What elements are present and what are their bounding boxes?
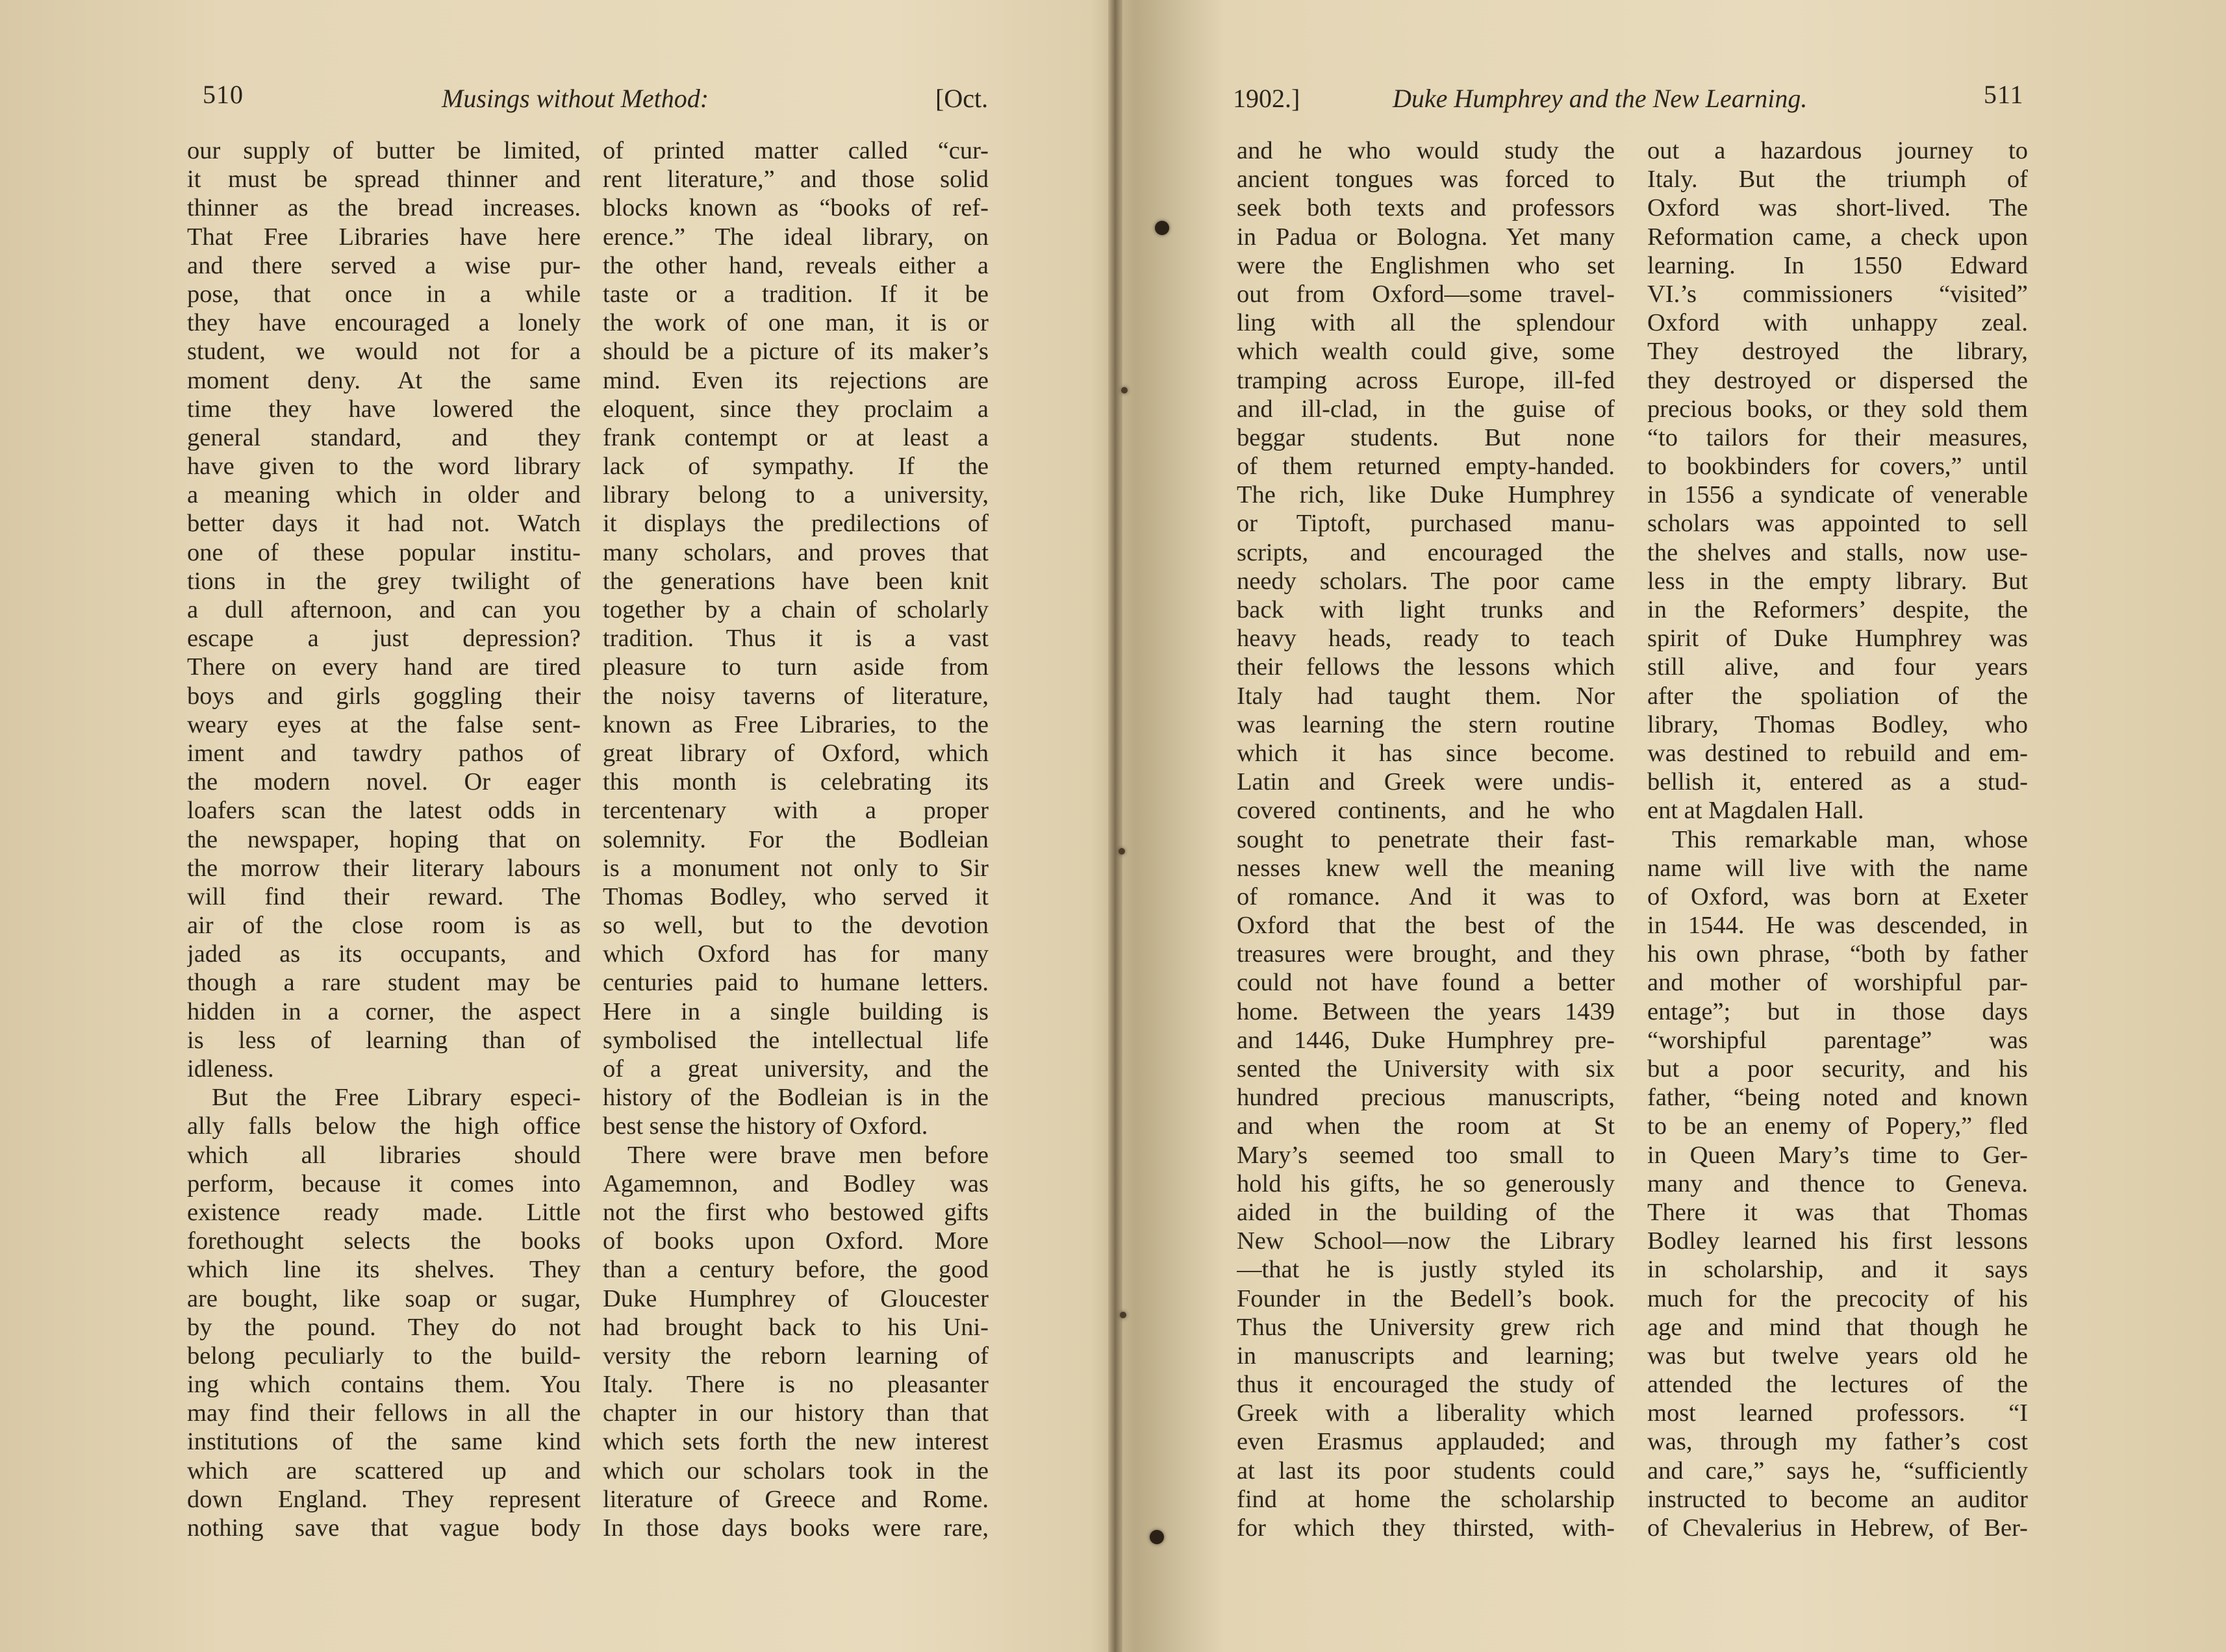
text-line: rent literature,” and those solid: [603, 166, 989, 194]
text-line: In those days books were rare,: [603, 1514, 989, 1542]
text-line: entage”; but in those days: [1647, 997, 2028, 1025]
running-head-date: [Oct.: [935, 84, 989, 113]
text-line: though a rare student may be: [187, 969, 581, 997]
text-line: This remarkable man, whose: [1672, 825, 2028, 853]
text-line: was but twelve years old he: [1647, 1342, 2028, 1370]
text-line: Greek with a liberality which: [1237, 1399, 1615, 1427]
text-line: hundred precious manuscripts,: [1237, 1084, 1615, 1112]
text-line: of romance. And it was to: [1237, 882, 1615, 910]
text-line: loafers scan the latest odds in: [187, 797, 581, 825]
text-line: heavy heads, ready to teach: [1237, 625, 1615, 653]
text-line: —that he is justly styled its: [1237, 1256, 1615, 1284]
text-line: ally falls below the high office: [187, 1112, 581, 1140]
text-line: may find their fellows in all the: [187, 1399, 581, 1427]
text-line: was destined to rebuild and em-: [1647, 739, 2028, 767]
text-line: the modern novel. Or eager: [187, 768, 581, 796]
text-line: the newspaper, hoping that on: [187, 825, 581, 853]
text-line: the morrow their literary labours: [187, 854, 581, 882]
text-line: symbolised the intellectual life: [603, 1026, 989, 1054]
text-line: tramping across Europe, ill-fed: [1237, 366, 1615, 394]
text-line: Oxford with unhappy zeal.: [1647, 309, 2028, 337]
text-line: blocks known as “books of ref-: [603, 194, 989, 222]
text-line: scripts, and encouraged the: [1237, 538, 1615, 566]
text-line: in Queen Mary’s time to Ger-: [1647, 1141, 2028, 1169]
text-line: perform, because it comes into: [187, 1170, 581, 1197]
page-number: 510: [203, 80, 244, 109]
text-line: a meaning which in older and: [187, 481, 581, 509]
text-line: best sense the history of Oxford.: [603, 1112, 928, 1140]
text-line: iment and tawdry pathos of: [187, 739, 581, 767]
text-line: beggar students. But none: [1237, 423, 1615, 451]
text-line: which it has since become.: [1237, 739, 1615, 767]
text-line: The rich, like Duke Humphrey: [1237, 481, 1615, 509]
text-line: which wealth could give, some: [1237, 338, 1615, 366]
text-line: father, “being noted and known: [1647, 1084, 2028, 1112]
text-line: Bodley learned his first lessons: [1647, 1227, 2028, 1255]
text-line: it must be spread thinner and: [187, 166, 581, 194]
text-line: scholars was appointed to sell: [1647, 510, 2028, 538]
text-line: were the Englishmen who set: [1237, 251, 1615, 279]
text-line: aided in the building of the: [1237, 1198, 1615, 1226]
text-line: Thus the University grew rich: [1237, 1313, 1615, 1341]
text-line: the shelves and stalls, now use-: [1647, 538, 2028, 566]
text-line: needy scholars. The poor came: [1237, 567, 1615, 595]
text-line: ent at Magdalen Hall.: [1647, 797, 1864, 825]
text-line: even Erasmus applauded; and: [1237, 1428, 1615, 1456]
running-head: Duke Humphrey and the New Learning.: [1393, 84, 1808, 113]
text-line: which Oxford has for many: [603, 940, 989, 968]
text-line: Founder in the Bedell’s book.: [1237, 1284, 1615, 1312]
text-line: in manuscripts and learning;: [1237, 1342, 1615, 1370]
text-line: forethought selects the books: [187, 1227, 581, 1255]
text-line: library, Thomas Bodley, who: [1647, 710, 2028, 738]
running-head-date: 1902.]: [1233, 84, 1300, 113]
text-line: covered continents, and he who: [1237, 797, 1615, 825]
text-line: down England. They represent: [187, 1485, 581, 1513]
text-line: Italy. But the triumph of: [1647, 166, 2028, 194]
text-line: in the Reformers’ despite, the: [1647, 596, 2028, 623]
text-line: library belong to a university,: [603, 481, 989, 509]
text-line: sought to penetrate their fast-: [1237, 825, 1615, 853]
text-line: frank contempt or at least a: [603, 423, 989, 451]
text-line: better days it had not. Watch: [187, 510, 581, 538]
text-line: There were brave men before: [627, 1141, 989, 1169]
text-line: jaded as its occupants, and: [187, 940, 581, 968]
text-line: hidden in a corner, the aspect: [187, 997, 581, 1025]
text-line: and care,” says he, “sufficiently: [1647, 1457, 2028, 1484]
text-line: precious books, or they sold them: [1647, 395, 2028, 423]
running-head: Musings without Method:: [442, 84, 709, 113]
text-line: together by a chain of scholarly: [603, 596, 989, 623]
binding-mark: [1120, 1312, 1126, 1318]
text-line: history of the Bodleian is in the: [603, 1084, 989, 1112]
text-line: and ill-clad, in the guise of: [1237, 395, 1615, 423]
text-line: spirit of Duke Humphrey was: [1647, 625, 2028, 653]
text-line: his own phrase, “both by father: [1647, 940, 2028, 968]
text-line: which sets forth the new interest: [603, 1428, 989, 1456]
text-line: than a century before, the good: [603, 1256, 989, 1284]
text-line: was learning the stern routine: [1237, 710, 1615, 738]
text-line: and when the room at St: [1237, 1112, 1615, 1140]
text-line: should be a picture of its maker’s: [603, 338, 989, 366]
text-line: erence.” The ideal library, on: [603, 223, 989, 251]
text-line: have given to the word library: [187, 453, 581, 481]
text-line: Italy had taught them. Nor: [1237, 682, 1615, 710]
text-line: the generations have been knit: [603, 567, 989, 595]
text-line: in 1544. He was descended, in: [1647, 912, 2028, 940]
text-line: out from Oxford—some travel-: [1237, 280, 1615, 308]
text-line: which are scattered up and: [187, 1457, 581, 1484]
text-line: eloquent, since they proclaim a: [603, 395, 989, 423]
text-line: they destroyed or dispersed the: [1647, 366, 2028, 394]
text-line: to bookbinders for covers,” until: [1647, 453, 2028, 481]
text-line: many scholars, and proves that: [603, 538, 989, 566]
text-line: sented the University with six: [1237, 1055, 1615, 1083]
text-line: “worshipful parentage” was: [1647, 1026, 2028, 1054]
text-line: treasures were brought, and they: [1237, 940, 1615, 968]
text-line: and there served a wise pur-: [187, 251, 581, 279]
text-line: of them returned empty-handed.: [1237, 453, 1615, 481]
text-line: tions in the grey twilight of: [187, 567, 581, 595]
text-line: so well, but to the devotion: [603, 912, 989, 940]
text-line: was, through my father’s cost: [1647, 1428, 2028, 1456]
text-line: which our scholars took in the: [603, 1457, 989, 1484]
text-line: known as Free Libraries, to the: [603, 710, 989, 738]
right-page: [1113, 0, 2226, 1652]
text-line: most learned professors. “I: [1647, 1399, 2028, 1427]
binding-mark: [1121, 387, 1128, 394]
text-column-2: [603, 136, 989, 1542]
text-line: tradition. Thus it is a vast: [603, 625, 989, 653]
text-line: hold his gifts, he so generously: [1237, 1170, 1615, 1197]
text-line: ling with all the splendour: [1237, 309, 1615, 337]
text-line: tercentenary with a proper: [603, 797, 989, 825]
text-line: by the pound. They do not: [187, 1313, 581, 1341]
text-line: of books upon Oxford. More: [603, 1227, 989, 1255]
text-line: Oxford that the best of the: [1237, 912, 1615, 940]
text-line: Italy. There is no pleasanter: [603, 1371, 989, 1399]
text-line: the noisy taverns of literature,: [603, 682, 989, 710]
text-line: their fellows the lessons which: [1237, 653, 1615, 681]
text-line: weary eyes at the false sent-: [187, 710, 581, 738]
text-line: this month is celebrating its: [603, 768, 989, 796]
text-line: Agamemnon, and Bodley was: [603, 1170, 989, 1197]
text-line: the work of one man, it is or: [603, 309, 989, 337]
text-column-1: [187, 136, 581, 1542]
text-line: in 1556 a syndicate of venerable: [1647, 481, 2028, 509]
text-line: mind. Even its rejections are: [603, 366, 989, 394]
text-line: centuries paid to humane letters.: [603, 969, 989, 997]
text-line: air of the close room is as: [187, 912, 581, 940]
text-line: Thomas Bodley, who served it: [603, 882, 989, 910]
text-line: ing which contains them. You: [187, 1371, 581, 1399]
text-line: less in the empty library. But: [1647, 567, 2028, 595]
text-line: or Tiptoft, purchased manu-: [1237, 510, 1615, 538]
text-line: one of these popular institu-: [187, 538, 581, 566]
text-line: could not have found a better: [1237, 969, 1615, 997]
text-line: pleasure to turn aside from: [603, 653, 989, 681]
text-line: nesses knew well the meaning: [1237, 854, 1615, 882]
text-line: a dull afternoon, and can you: [187, 596, 581, 623]
text-line: Latin and Greek were undis-: [1237, 768, 1615, 796]
binding-mark: [1119, 848, 1125, 855]
text-line: versity the reborn learning of: [603, 1342, 989, 1370]
text-line: which line its shelves. They: [187, 1256, 581, 1284]
text-line: for which they thirsted, with-: [1237, 1514, 1615, 1542]
text-line: home. Between the years 1439: [1237, 997, 1615, 1025]
text-line: time they have lowered the: [187, 395, 581, 423]
text-line: Here in a single building is: [603, 997, 989, 1025]
text-line: learning. In 1550 Edward: [1647, 251, 2028, 279]
text-line: it displays the predilections of: [603, 510, 989, 538]
text-line: chapter in our history than that: [603, 1399, 989, 1427]
text-line: to be an enemy of Popery,” fled: [1647, 1112, 2028, 1140]
text-column-1: [1237, 136, 1615, 1542]
text-line: is a monument not only to Sir: [603, 854, 989, 882]
text-line: after the spoliation of the: [1647, 682, 2028, 710]
text-line: bellish it, entered as a stud-: [1647, 768, 2028, 796]
text-line: which all libraries should: [187, 1141, 581, 1169]
text-line: had brought back to his Uni-: [603, 1313, 989, 1341]
text-line: but a poor security, and his: [1647, 1055, 2028, 1083]
text-line: in scholarship, and it says: [1647, 1256, 2028, 1284]
text-line: seek both texts and professors: [1237, 194, 1615, 222]
text-line: not the first who bestowed gifts: [603, 1198, 989, 1226]
text-line: There it was that Thomas: [1647, 1198, 2028, 1226]
text-line: solemnity. For the Bodleian: [603, 825, 989, 853]
text-line: attended the lectures of the: [1647, 1371, 2028, 1399]
text-line: literature of Greece and Rome.: [603, 1485, 989, 1513]
text-line: great library of Oxford, which: [603, 739, 989, 767]
text-line: many and thence to Geneva.: [1647, 1170, 2028, 1197]
page-number: 511: [1984, 80, 2024, 109]
text-line: They destroyed the library,: [1647, 338, 2028, 366]
text-line: student, we would not for a: [187, 338, 581, 366]
text-line: and he who would study the: [1237, 137, 1615, 164]
text-line: instructed to become an auditor: [1647, 1485, 2028, 1513]
text-line: New School—now the Library: [1237, 1227, 1615, 1255]
text-line: Mary’s seemed too small to: [1237, 1141, 1615, 1169]
text-line: nothing save that vague body: [187, 1514, 581, 1542]
text-line: are bought, like soap or sugar,: [187, 1284, 581, 1312]
text-line: boys and girls goggling their: [187, 682, 581, 710]
binding-hole: [1150, 1530, 1164, 1544]
text-line: find at home the scholarship: [1237, 1485, 1615, 1513]
text-line: thus it encouraged the study of: [1237, 1371, 1615, 1399]
text-line: they have encouraged a lonely: [187, 309, 581, 337]
text-line: still alive, and four years: [1647, 653, 2028, 681]
text-line: lack of sympathy. If the: [603, 453, 989, 481]
text-line: will find their reward. The: [187, 882, 581, 910]
text-line: escape a just depression?: [187, 625, 581, 653]
text-line: belong peculiarly to the build-: [187, 1342, 581, 1370]
text-line: is less of learning than of: [187, 1026, 581, 1054]
text-line: taste or a tradition. If it be: [603, 280, 989, 308]
text-line: out a hazardous journey to: [1647, 137, 2028, 164]
text-line: back with light trunks and: [1237, 596, 1615, 623]
text-line: and mother of worshipful par-: [1647, 969, 2028, 997]
text-line: of a great university, and the: [603, 1055, 989, 1083]
text-line: general standard, and they: [187, 423, 581, 451]
text-line: the other hand, reveals either a: [603, 251, 989, 279]
text-line: thinner as the bread increases.: [187, 194, 581, 222]
text-line: VI.’s commissioners “visited”: [1647, 280, 2028, 308]
text-line: name will live with the name: [1647, 854, 2028, 882]
text-line: in Padua or Bologna. Yet many: [1237, 223, 1615, 251]
text-line: much for the precocity of his: [1647, 1284, 2028, 1312]
text-line: ancient tongues was forced to: [1237, 166, 1615, 194]
text-line: Oxford was short-lived. The: [1647, 194, 2028, 222]
text-line: Duke Humphrey of Gloucester: [603, 1284, 989, 1312]
text-line: at last its poor students could: [1237, 1457, 1615, 1484]
text-line: That Free Libraries have here: [187, 223, 581, 251]
text-line: Reformation came, a check upon: [1647, 223, 2028, 251]
text-line: pose, that once in a while: [187, 280, 581, 308]
text-line: idleness.: [187, 1055, 274, 1083]
text-line: of Oxford, was born at Exeter: [1647, 882, 2028, 910]
text-line: age and mind that though he: [1647, 1313, 2028, 1341]
text-line: “to tailors for their measures,: [1647, 423, 2028, 451]
text-column-2: [1647, 136, 2028, 1542]
text-line: our supply of butter be limited,: [187, 137, 581, 164]
text-line: of Chevalerius in Hebrew, of Ber-: [1647, 1514, 2028, 1542]
text-line: existence ready made. Little: [187, 1198, 581, 1226]
text-line: But the Free Library especi-: [212, 1084, 581, 1112]
text-line: moment deny. At the same: [187, 366, 581, 394]
text-line: of printed matter called “cur-: [603, 137, 989, 164]
text-line: and 1446, Duke Humphrey pre-: [1237, 1026, 1615, 1054]
text-line: There on every hand are tired: [187, 653, 581, 681]
binding-hole: [1155, 221, 1169, 235]
text-line: institutions of the same kind: [187, 1428, 581, 1456]
